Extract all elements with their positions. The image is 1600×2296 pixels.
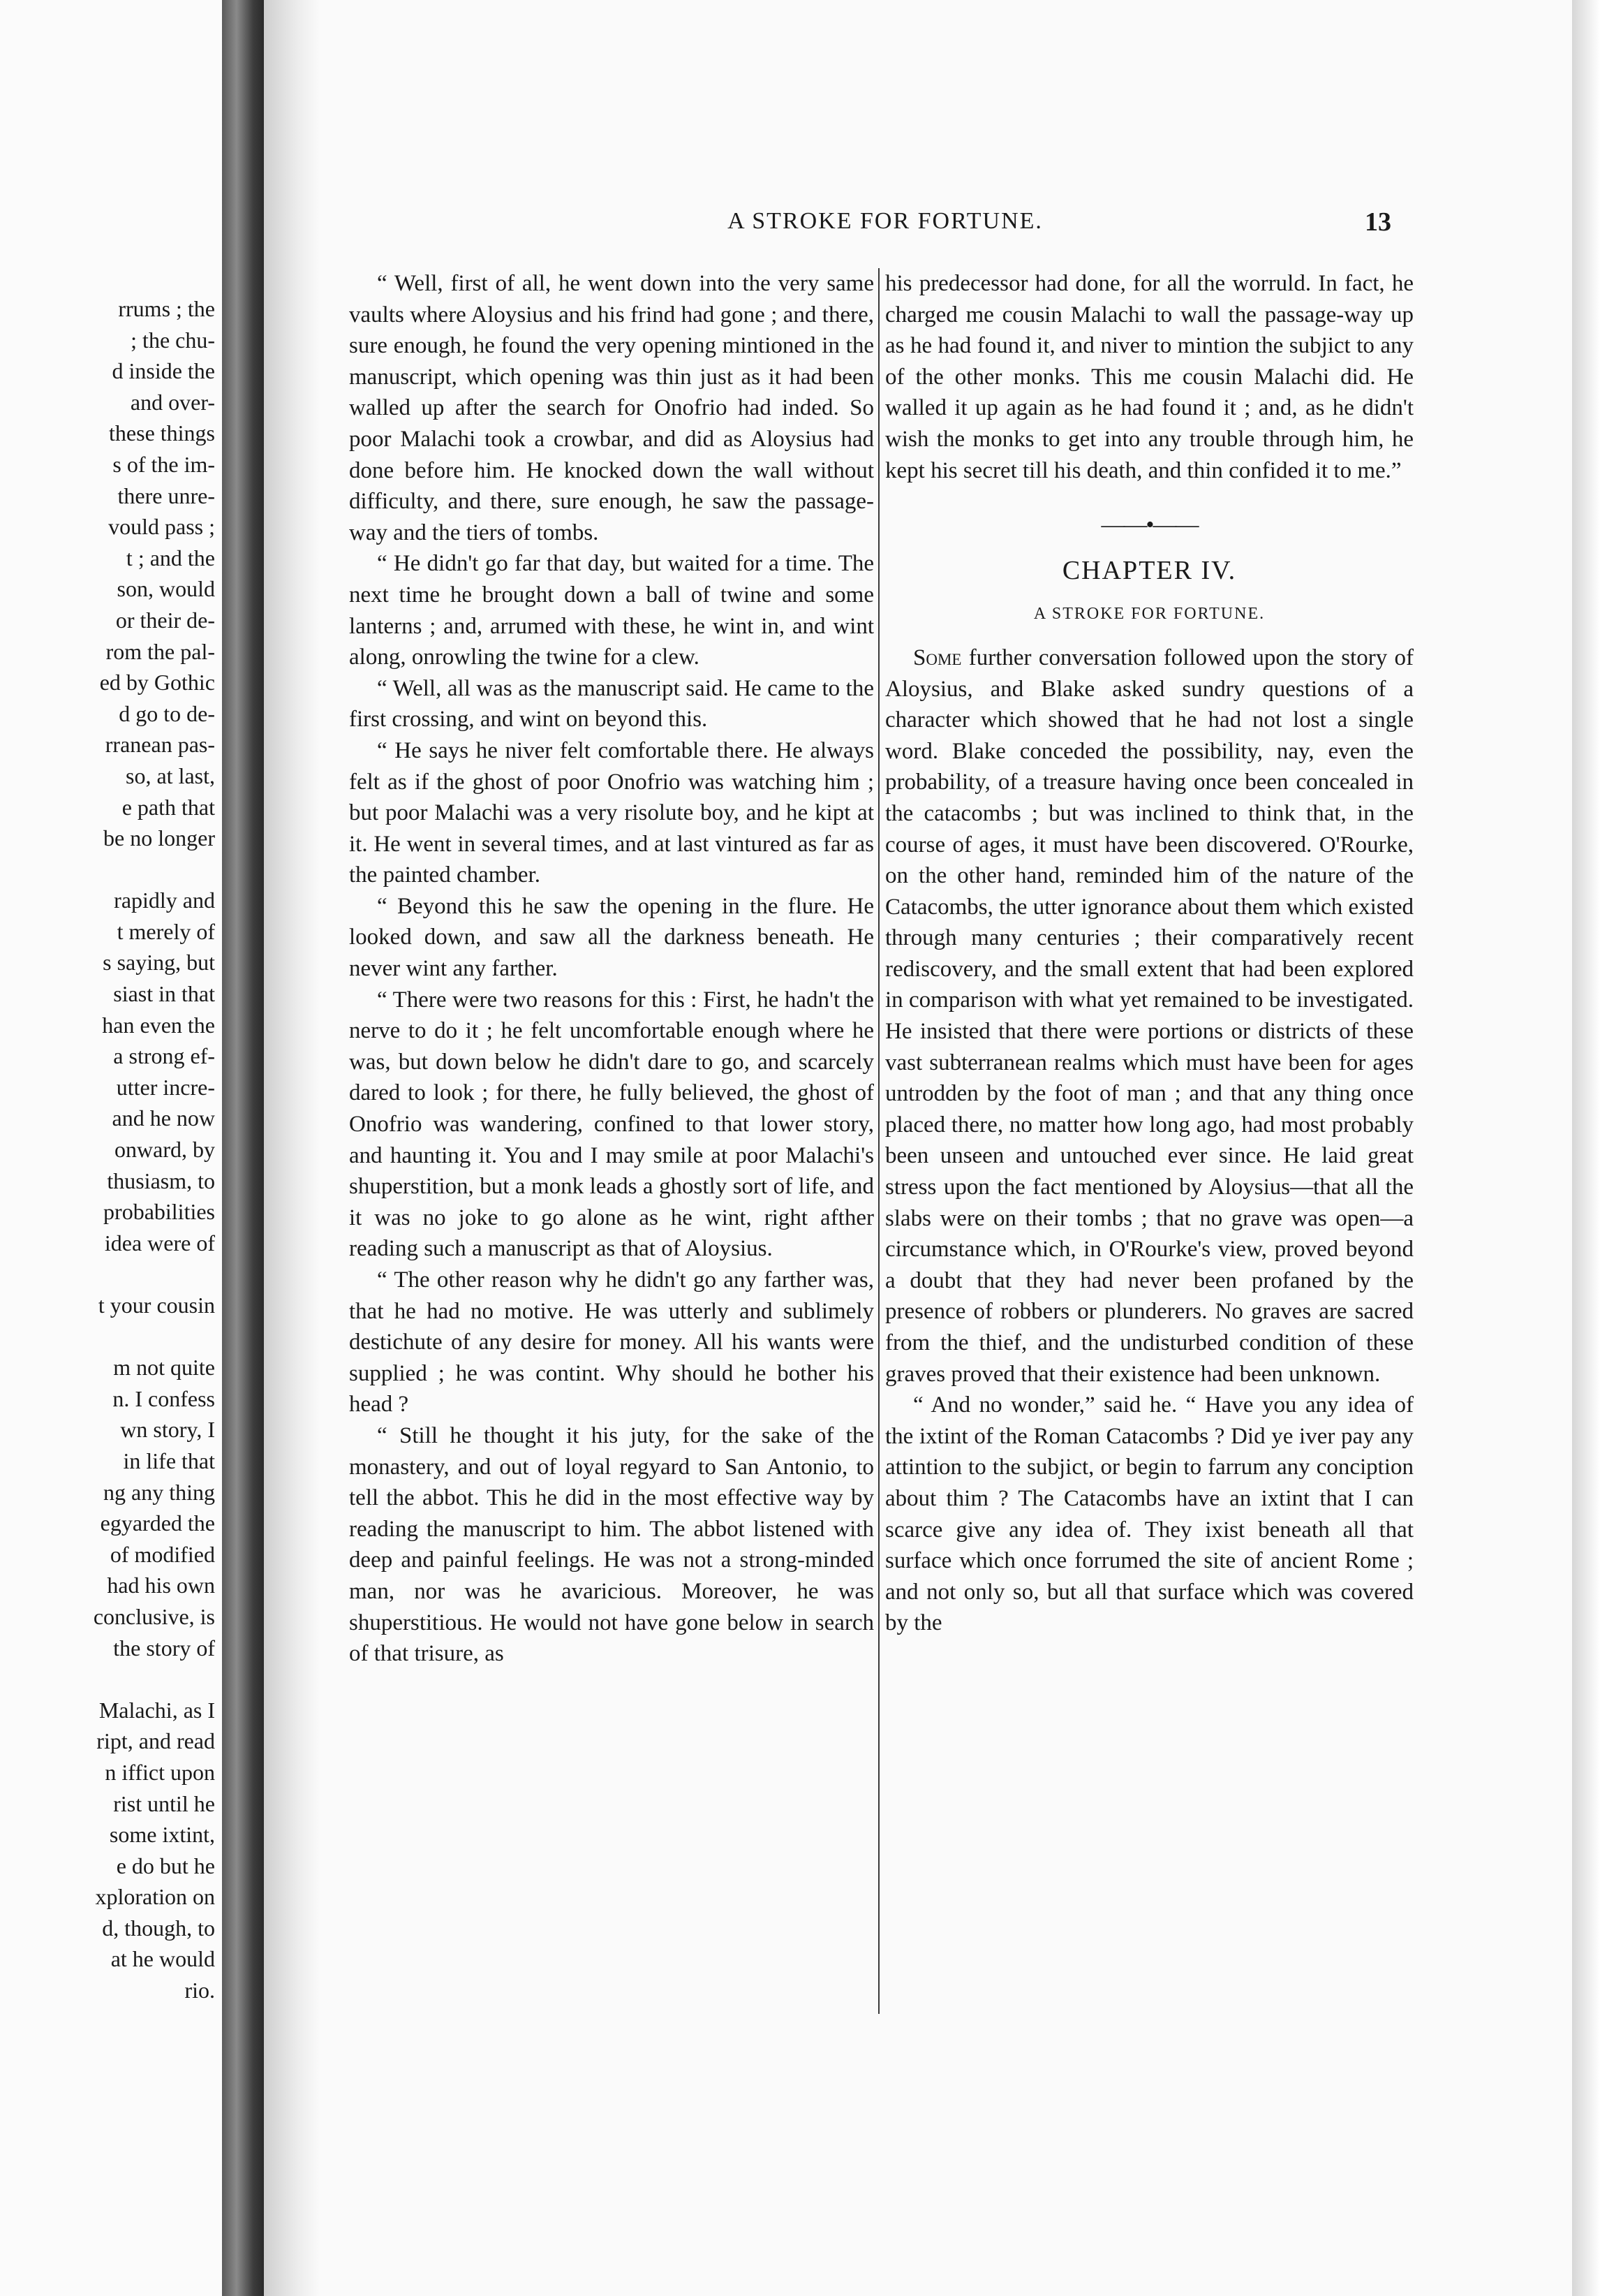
left-page-line: thusiasm, to bbox=[107, 1168, 215, 1193]
left-page-line: Malachi, as I bbox=[98, 1697, 215, 1723]
page-number: 13 bbox=[1365, 207, 1391, 237]
paragraph-text: further conversation followed upon the story of Aloysius, and Blake asked sundry questions of a character which showed that he had not lost a single word. Blake conceded the possibility, nay, even the probability, of a treasure having once been concealed in the catacombs ; but was inclined to think that, in the course of ages, it must have been discovered. O'Rourke, on the other hand, reminded him of the nature of the Catacombs, the utter ignorance about them which existed through many centuries ; their comparatively recent rediscovery, and the small extent that had been explored in comparison with what yet remained to be investigated. He insisted that there were portions or districts of these vast subterranean realms which must have been for ages untrodden by the foot of man ; and that any thing once placed there, no matter how long ago, had most probably been unseen and untouched ever since. He laid great stress upon the fact mentioned by Aloysius—that all the slabs were on their tombs ; that no grave was open—a circumstance which, in O'Rourke's view, proved beyond a doubt that they had never been profaned by the presence of robbers or plunderers. No graves are sacred from the thief, and the undisturbed condition of these graves proved that their existence had been unknown. bbox=[885, 645, 1414, 1387]
left-page-line: s saying, but bbox=[103, 950, 215, 976]
left-page-line: rranean pas- bbox=[105, 732, 215, 758]
left-page-line: n. I confess bbox=[112, 1385, 215, 1411]
chapter-title: A STROKE FOR FORTUNE. bbox=[1033, 605, 1266, 624]
paragraph: “ Still he thought it his juty, for the sake of the monastery, and out of loyal regyard to San Antonio, to tell the abbot. This he did in the most effective way by reading the manuscript to him. The abbot listened with deep and painful feelings. He was not a strong-minded man, nor was he avaricious. Moreover, he was shuperstitious. He would not have gone below in search of that trisure, as bbox=[349, 1422, 874, 1667]
left-page-fragment bbox=[0, 0, 222, 2296]
left-page-line: probabilities bbox=[103, 1199, 215, 1225]
ornament-divider: ——•—— bbox=[1101, 512, 1198, 538]
left-page-line: idea were of bbox=[104, 1230, 215, 1256]
left-page-line: e path that bbox=[121, 794, 215, 820]
left-page-line: t ; and the bbox=[126, 545, 215, 571]
left-page-line: ed by Gothic bbox=[99, 670, 215, 696]
book-gutter bbox=[222, 0, 264, 2296]
paragraph: “ He says he niver felt comfortable there. He always felt as if the ghost of poor Onofrio was watching him ; but poor Malachi was a very risolute boy, and he kipt at it. He went in several times, and at last vintured as far as the painted chamber. bbox=[349, 737, 874, 888]
left-page-line: d inside the bbox=[112, 358, 215, 384]
left-page-line bbox=[94, 854, 215, 885]
left-page-line: be no longer bbox=[103, 825, 215, 851]
left-page-line: of modified bbox=[110, 1541, 215, 1567]
left-page-line: son, would bbox=[117, 576, 215, 602]
left-page-line: xploration on bbox=[95, 1884, 215, 1910]
paragraph: his predecessor had done, for all the worruld. In fact, he charged me cousin Malachi to wall the passage-way up as he had found it, and niver to mintion the subjict to any of the other monks. This me cousin Malachi did. He walled it up again as he had found it ; and, as he didn't wish the monks to get into any trouble through him, he kept his secret till his death, and thin confided it to me.” bbox=[885, 271, 1414, 483]
column-rule bbox=[878, 268, 880, 2014]
chapter-heading: CHAPTER IV. bbox=[1062, 555, 1237, 585]
left-page-line: m not quite bbox=[113, 1355, 215, 1381]
left-column bbox=[349, 268, 874, 1670]
paragraph: “ He didn't go far that day, but waited for a time. The next time he brought down a ball of twine and some lanterns ; and, arrumed with these, he wint in, and wint along, onrowling the twine for a clew. bbox=[349, 551, 874, 670]
left-page-line bbox=[94, 1321, 215, 1353]
left-page-line: onward, by bbox=[114, 1137, 215, 1163]
left-page-line: egyarded the bbox=[100, 1510, 215, 1536]
paragraph: “ Well, all was as the manuscript said. He came to the first crossing, and wint on beyond this. bbox=[349, 675, 874, 733]
left-page-line: and over- bbox=[130, 389, 215, 415]
running-head: A STROKE FOR FORTUNE. bbox=[727, 208, 1043, 234]
left-page-line: some ixtint, bbox=[109, 1822, 215, 1848]
left-page-line: so, at last, bbox=[126, 763, 215, 788]
paragraph: “ Well, first of all, he went down into the very same vaults where Aloysius and his frind had gone ; and there, sure enough, he found the very opening mintioned in the manuscript, which opening was thin just as it had been walled up after the search for Onofrio had inded. So poor Malachi took a crowbar, and did as Aloysius had done before him. He knocked down the wall without difficulty, and there, sure enough, he saw the passage-way and the tiers of tombs. bbox=[349, 271, 874, 545]
paragraph: “ The other reason why he didn't go any farther was, that he had no motive. He was utterly and sublimely destichute of any desire for money. All his wants were supplied ; he was contint. Why should he bother his head ? bbox=[349, 1267, 874, 1418]
left-page-line: siast in that bbox=[113, 981, 215, 1007]
left-page-line: ; the chu- bbox=[131, 327, 215, 353]
left-page-line: ng any thing bbox=[103, 1479, 215, 1505]
left-page-line: utter incre- bbox=[116, 1074, 215, 1100]
left-page-line: the story of bbox=[113, 1635, 215, 1661]
left-page-line bbox=[94, 1663, 215, 1695]
paragraph: “ And no wonder,” said he. “ Have you any idea of the ixtint of the Roman Catacombs ? Did ye iver pay any attintion to the subjict, or begin to farrum any conciption about thim ? The Catacombs have an ixtint that I can scarce give any idea of. They ixist beneath all that surface which once forrumed the site of ancient Rome ; and not only so, but all that surface which was covered by the bbox=[885, 1392, 1414, 1636]
left-page-line: e do but he bbox=[116, 1853, 215, 1878]
paragraph: “ There were two reasons for this : First, he hadn't the nerve to do it ; he felt uncomfortable enough where he was, but down below he didn't dare to go, and scarcely dared to look ; for there, he fully believed, the ghost of Onofrio was wandering, confined to that lower story, and haunting it. You and I may smile at poor Malachi's shuperstition, but a monk leads a ghostly sort of life, and it was no joke to go alone as he wint, right afther reading such a manuscript as that of Aloysius. bbox=[349, 987, 874, 1262]
left-page-line: rapidly and bbox=[114, 888, 215, 913]
left-page-line: in life that bbox=[123, 1448, 215, 1473]
left-page-line: t merely of bbox=[117, 918, 215, 944]
left-page-line: han even the bbox=[102, 1012, 215, 1038]
left-page-line: rrums ; the bbox=[118, 296, 215, 321]
left-page-line: conclusive, is bbox=[93, 1603, 215, 1629]
right-column bbox=[885, 268, 1414, 1639]
left-page-line: wn story, I bbox=[120, 1417, 215, 1443]
left-page-line: rom the pal- bbox=[105, 638, 215, 664]
left-page-line: these things bbox=[109, 420, 215, 446]
page-edge bbox=[1572, 0, 1600, 2296]
left-page-line: there unre- bbox=[117, 483, 215, 508]
paragraph: “ Beyond this he saw the opening in the flure. He looked down, and saw all the darkness beneath. He never wint any farther. bbox=[349, 893, 874, 982]
left-page-line: or their de- bbox=[115, 607, 215, 633]
left-page-line: d go to de- bbox=[119, 700, 215, 726]
left-page-line: a strong ef- bbox=[113, 1043, 215, 1069]
left-page-line: had his own bbox=[107, 1573, 215, 1598]
left-page-line bbox=[94, 1258, 215, 1290]
left-page-text bbox=[94, 293, 215, 2006]
chapter-first-word: Some bbox=[913, 645, 962, 670]
left-page-line: ript, and read bbox=[96, 1728, 215, 1754]
paragraph bbox=[885, 642, 1414, 1390]
left-page-line: n iffict upon bbox=[105, 1759, 215, 1785]
left-page-line: vould pass ; bbox=[108, 514, 215, 540]
left-page-line: d, though, to bbox=[102, 1915, 215, 1941]
gutter-shadow bbox=[264, 0, 320, 2296]
left-page-line: and he now bbox=[112, 1105, 215, 1131]
left-page-line: s of the im- bbox=[112, 451, 215, 477]
left-page-line: t your cousin bbox=[98, 1293, 215, 1318]
left-page-line: at he would bbox=[110, 1946, 215, 1972]
left-page-line: rist until he bbox=[113, 1790, 215, 1816]
left-page-line: rio. bbox=[184, 1978, 215, 2003]
